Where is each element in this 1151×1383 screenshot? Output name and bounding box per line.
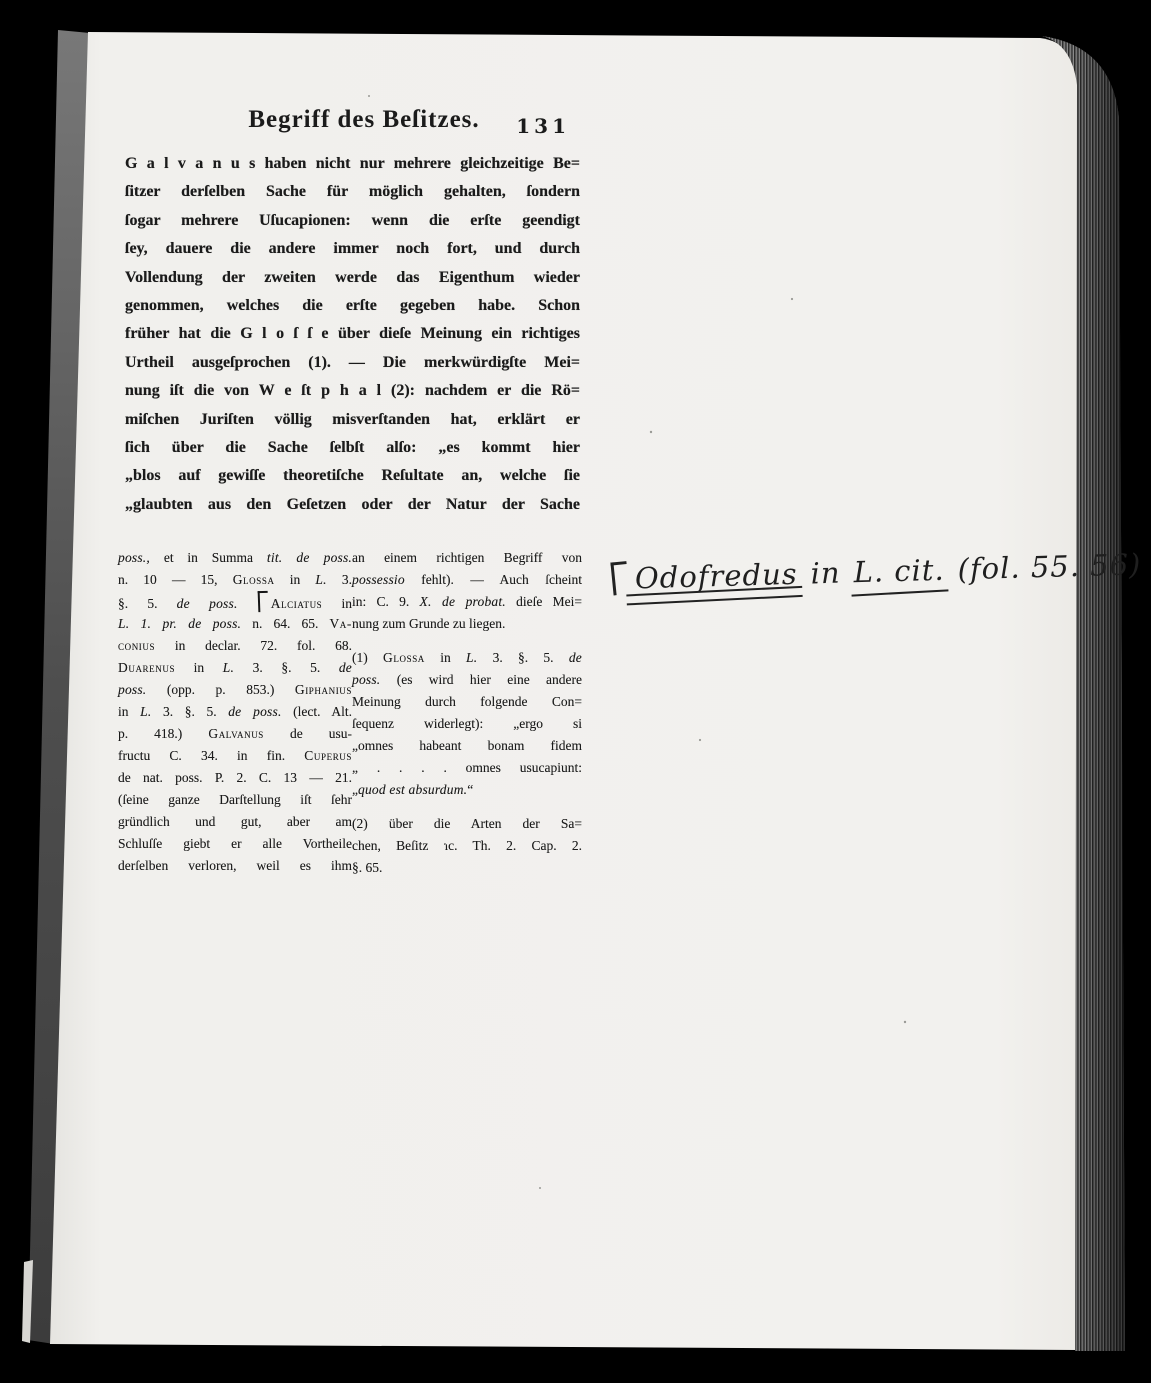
page-number: 131 (516, 114, 570, 138)
corner-bracket-mark (257, 591, 268, 612)
main-text-line: früher hat die G l o ſ ſ e über dieſe Meinung ein richtiges (125, 325, 580, 343)
footnote-line: (1) Glossa in L. 3. §. 5. de (352, 650, 582, 665)
footnote-line: nung zum Grunde zu liegen. (352, 616, 506, 631)
main-text-line: ſich über die Sache ſelbſt alſo: „es kommt hier (125, 438, 580, 456)
footnote-line: poss., et in Summa tit. de poss. (118, 550, 352, 565)
footnote-line: Duarenus in L. 3. §. 5. de (118, 660, 352, 675)
annotation-in: in (810, 555, 842, 591)
footnote-line: gründlich und gut, aber am (118, 814, 352, 829)
footnote-line: §. 5. de poss. Alciatus in (118, 591, 352, 613)
annotation-citation: L. cit. (853, 552, 946, 590)
footnote-line: „omnes habeant bonam fidem (352, 738, 582, 753)
footnote-line: derſelben verloren, weil es ihm (118, 858, 352, 873)
corner-bracket-mark (610, 561, 629, 595)
footnote-column-right (352, 547, 582, 879)
annotation-folio: (fol. 55. 56) (957, 547, 1142, 587)
footnote-line: p. 418.) Galvanus de usu- (118, 726, 352, 741)
main-text-line: G a l v a n u s haben nicht nur mehrere gleichzeitige Be= (125, 155, 580, 172)
main-text-line: „glaubten aus den Geſetzen oder der Natur der Sache (125, 495, 580, 513)
footnote-line: in L. 3. §. 5. de poss. (lect. Alt. (118, 704, 352, 719)
footnote-line: ſequenz widerlegt): „ergo si (352, 716, 582, 731)
main-text-line: ſey, dauere die andere immer noch fort, und durch (125, 240, 580, 258)
main-text-line: ſogar mehrere Uſucapionen: wenn die erſte geendigt (125, 211, 580, 229)
annotation-author: Odofredus (634, 556, 799, 596)
footnote-line: L. 1. pr. de poss. n. 64. 65. Va- (118, 616, 352, 631)
footnote-line: fructu C. 34. in fin. Cuperus (118, 748, 352, 763)
main-text-line: „blos auf gewiſſe theoretiſche Reſultate an, welche ſie (125, 467, 580, 485)
footnote-line: „quod est absurdum.“ (352, 782, 474, 797)
footnote-line: n. 10 — 15, Glossa in L. 3. (118, 572, 352, 587)
footnote-line: in: C. 9. X. de probat. dieſe Mei= (352, 594, 582, 609)
footnote-line: Meinung durch folgende Con= (352, 694, 582, 709)
footnote-line: possessio fehlt). — Auch ſcheint (352, 572, 582, 587)
footnote-line: chen, Beſitz ɿc. Th. 2. Cap. 2. (352, 838, 582, 853)
footnote-line: an einem richtigen Begriff von (352, 550, 582, 565)
main-text-line: Vollendung der zweiten werde das Eigenthum wieder (125, 268, 580, 286)
footnote-paragraph (352, 647, 582, 801)
page-header-title: Begriff des Beſitzes. (248, 106, 480, 133)
footnote-line: „ . . . . omnes usucapiunt: (352, 760, 582, 775)
footnote-line: (ſeine ganze Darſtellung iſt ſehr (118, 792, 352, 807)
main-text-line: nung iſt die von W e ſt p h a l (2): nachdem er die Rö= (125, 382, 580, 400)
footnote-line: conius in declar. 72. fol. 68. (118, 638, 352, 653)
footnote-line: poss. (opp. p. 853.) Giphanius (118, 682, 352, 697)
main-text-line: ſitzer derſelben Sache für möglich gehalten, ſondern (125, 183, 580, 201)
main-text-line: miſchen Juriſten völlig misverſtanden hat, erklärt er (125, 410, 580, 428)
main-text-line: genommen, welches die erſte gegeben habe. Schon (125, 296, 580, 314)
footnote-line: (2) über die Arten der Sa= (352, 816, 582, 831)
main-text-line: Urtheil ausgeſprochen (1). — Die merkwürdigſte Mei= (125, 353, 580, 371)
footnote-line: Schluſſe giebt er alle Vortheile (118, 836, 352, 851)
main-text-block (125, 150, 580, 519)
footnote-paragraph (352, 813, 582, 879)
footnote-column-left (118, 547, 352, 877)
footnote-paragraph (352, 547, 582, 635)
footnote-line: §. 65. (352, 860, 383, 875)
footnote-line: de nat. poss. P. 2. C. 13 — 21. (118, 770, 352, 785)
footnote-line: poss. (es wird hier eine andere (352, 672, 582, 687)
